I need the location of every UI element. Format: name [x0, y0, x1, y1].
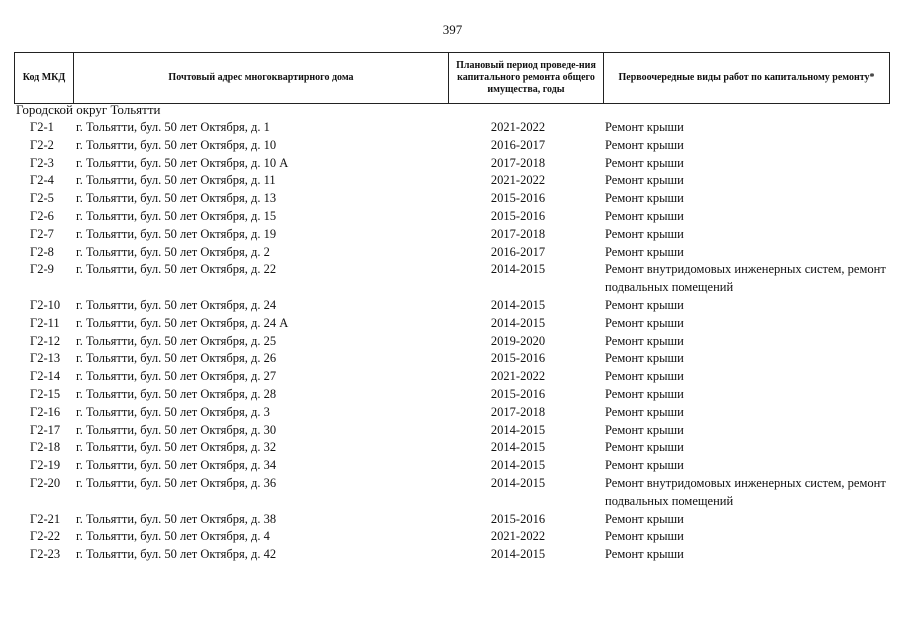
row-address: г. Тольятти, бул. 50 лет Октября, д. 30	[76, 422, 277, 437]
row-works: Ремонт крыши	[605, 547, 684, 562]
row-code: Г2-15	[30, 386, 61, 401]
table-row	[0, 172, 905, 190]
row-address: г. Тольятти, бул. 50 лет Октября, д. 11	[76, 173, 276, 188]
row-code: Г2-2	[30, 137, 54, 152]
row-works: Ремонт крыши	[605, 244, 684, 259]
row-address: г. Тольятти, бул. 50 лет Октября, д. 22	[76, 262, 277, 277]
row-period: 2014-2015	[490, 458, 546, 473]
row-code: Г2-12	[30, 333, 61, 348]
row-works: Ремонт крыши	[605, 369, 684, 384]
row-code: Г2-7	[30, 226, 54, 241]
table-row	[0, 350, 905, 368]
row-works: Ремонт крыши	[605, 226, 684, 241]
table-row	[0, 439, 905, 457]
row-code: Г2-19	[30, 458, 61, 473]
row-address: г. Тольятти, бул. 50 лет Октября, д. 4	[76, 529, 270, 544]
row-code: Г2-21	[30, 511, 61, 526]
table-row	[0, 333, 905, 351]
row-works: Ремонт крыши	[605, 511, 684, 526]
row-code: Г2-6	[30, 208, 54, 223]
row-code: Г2-18	[30, 440, 61, 455]
header-address: Почтовый адрес многоквартирного дома	[74, 53, 449, 103]
row-period: 2015-2016	[490, 191, 546, 206]
row-address: г. Тольятти, бул. 50 лет Октября, д. 26	[76, 351, 277, 366]
row-works: Ремонт крыши	[605, 458, 684, 473]
row-address: г. Тольятти, бул. 50 лет Октября, д. 27	[76, 369, 277, 384]
row-works: Ремонт крыши	[605, 386, 684, 401]
row-works: Ремонт внутридомовых инженерных систем, ремонт подвальных помещений	[605, 475, 886, 508]
row-period: 2016-2017	[490, 244, 546, 259]
row-period: 2021-2022	[490, 529, 546, 544]
row-address: г. Тольятти, бул. 50 лет Октября, д. 19	[76, 226, 277, 241]
header-code: Код МКД	[14, 53, 74, 103]
row-code: Г2-16	[30, 404, 61, 419]
table-row	[0, 386, 905, 404]
page-number: 397	[442, 22, 463, 37]
row-works: Ремонт крыши	[605, 404, 684, 419]
row-period: 2014-2015	[490, 440, 546, 455]
row-address: г. Тольятти, бул. 50 лет Октября, д. 38	[76, 511, 277, 526]
row-period: 2014-2015	[490, 475, 546, 490]
table-row	[0, 404, 905, 422]
row-works: Ремонт крыши	[605, 191, 684, 206]
row-address: г. Тольятти, бул. 50 лет Октября, д. 10 А	[76, 155, 289, 170]
row-works: Ремонт крыши	[605, 173, 684, 188]
row-works: Ремонт крыши	[605, 137, 684, 152]
table-row	[0, 422, 905, 440]
row-period: 2015-2016	[490, 351, 546, 366]
row-code: Г2-14	[30, 369, 61, 384]
header-period: Плановый период проведе-ния капитального ремонта общего имущества, годы	[449, 53, 604, 103]
row-code: Г2-9	[30, 262, 54, 277]
row-period: 2014-2015	[490, 547, 546, 562]
table-row	[0, 297, 905, 315]
table-row	[0, 315, 905, 333]
row-works: Ремонт внутридомовых инженерных систем, ремонт подвальных помещений	[605, 262, 886, 295]
row-works: Ремонт крыши	[605, 333, 684, 348]
table-row	[0, 546, 905, 564]
row-period: 2014-2015	[490, 262, 546, 277]
table-row	[0, 475, 905, 511]
row-code: Г2-23	[30, 547, 61, 562]
row-code: Г2-10	[30, 297, 61, 312]
row-period: 2014-2015	[490, 422, 546, 437]
table-body	[0, 119, 905, 564]
row-code: Г2-5	[30, 191, 54, 206]
row-address: г. Тольятти, бул. 50 лет Октября, д. 34	[76, 458, 277, 473]
row-address: г. Тольятти, бул. 50 лет Октября, д. 28	[76, 386, 277, 401]
row-code: Г2-17	[30, 422, 61, 437]
row-address: г. Тольятти, бул. 50 лет Октября, д. 1	[76, 120, 270, 134]
table-row	[0, 155, 905, 173]
row-period: 2017-2018	[490, 226, 546, 241]
table-row	[0, 528, 905, 546]
row-code: Г2-22	[30, 529, 61, 544]
row-period: 2019-2020	[490, 333, 546, 348]
row-address: г. Тольятти, бул. 50 лет Октября, д. 25	[76, 333, 277, 348]
row-address: г. Тольятти, бул. 50 лет Октября, д. 42	[76, 547, 277, 562]
row-address: г. Тольятти, бул. 50 лет Октября, д. 24	[76, 297, 277, 312]
table-row	[0, 208, 905, 226]
row-address: г. Тольятти, бул. 50 лет Октября, д. 13	[76, 191, 277, 206]
row-works: Ремонт крыши	[605, 155, 684, 170]
row-period: 2021-2022	[490, 369, 546, 384]
row-code: Г2-8	[30, 244, 54, 259]
table-row	[0, 137, 905, 155]
row-works: Ремонт крыши	[605, 529, 684, 544]
row-code: Г2-20	[30, 475, 61, 490]
row-code: Г2-13	[30, 351, 61, 366]
header-works: Первоочередные виды работ по капитальному ремонту*	[604, 53, 890, 103]
row-code: Г2-3	[30, 155, 54, 170]
row-period: 2015-2016	[490, 511, 546, 526]
table-row	[0, 457, 905, 475]
table-row	[0, 511, 905, 529]
table-header	[14, 52, 890, 104]
row-address: г. Тольятти, бул. 50 лет Октября, д. 3	[76, 404, 270, 419]
row-code: Г2-1	[30, 120, 54, 134]
row-period: 2016-2017	[490, 137, 546, 152]
row-address: г. Тольятти, бул. 50 лет Октября, д. 15	[76, 208, 277, 223]
row-works: Ремонт крыши	[605, 440, 684, 455]
row-period: 2014-2015	[490, 297, 546, 312]
table-row	[0, 261, 905, 297]
row-period: 2017-2018	[490, 155, 546, 170]
row-period: 2014-2015	[490, 315, 546, 330]
row-period: 2015-2016	[490, 208, 546, 223]
row-address: г. Тольятти, бул. 50 лет Октября, д. 32	[76, 440, 277, 455]
section-title: Городской округ Тольятти	[16, 102, 161, 117]
table-row	[0, 368, 905, 386]
row-address: г. Тольятти, бул. 50 лет Октября, д. 2	[76, 244, 270, 259]
row-period: 2021-2022	[490, 173, 546, 188]
row-code: Г2-11	[30, 315, 60, 330]
row-works: Ремонт крыши	[605, 351, 684, 366]
row-period: 2015-2016	[490, 386, 546, 401]
row-address: г. Тольятти, бул. 50 лет Октября, д. 24 А	[76, 315, 289, 330]
row-code: Г2-4	[30, 173, 54, 188]
row-period: 2021-2022	[490, 120, 546, 134]
row-works: Ремонт крыши	[605, 120, 684, 134]
row-address: г. Тольятти, бул. 50 лет Октября, д. 10	[76, 137, 277, 152]
row-works: Ремонт крыши	[605, 315, 684, 330]
row-works: Ремонт крыши	[605, 297, 684, 312]
row-address: г. Тольятти, бул. 50 лет Октября, д. 36	[76, 475, 277, 490]
table-row	[0, 226, 905, 244]
table-row	[0, 190, 905, 208]
row-works: Ремонт крыши	[605, 208, 684, 223]
row-period: 2017-2018	[490, 404, 546, 419]
row-works: Ремонт крыши	[605, 422, 684, 437]
table-row	[0, 119, 905, 137]
table-row	[0, 244, 905, 262]
